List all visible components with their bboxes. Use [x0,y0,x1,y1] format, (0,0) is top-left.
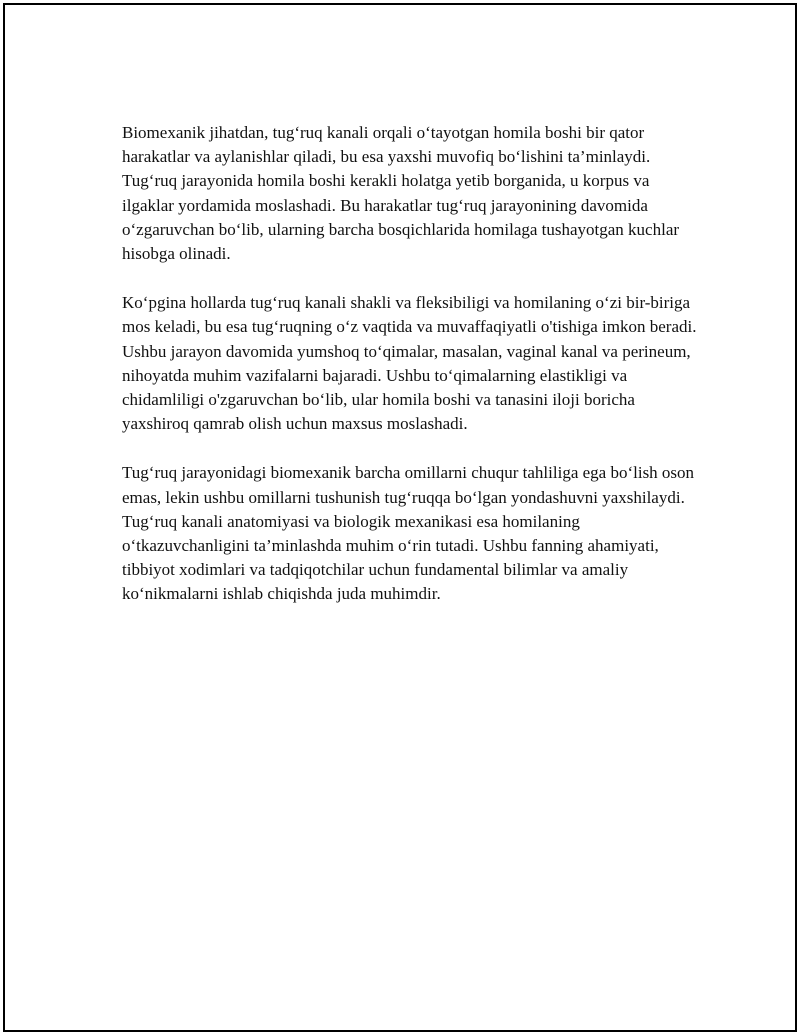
paragraph-1: Biomexanik jihatdan, tug‘ruq kanali orqali o‘tayotgan homila boshi bir qator harakatlar va aylanishlar qiladi, bu esa yaxshi muvofiq bo‘lishini ta’minlaydi. Tug‘ruq jarayonida homila boshi kerakli holatga yetib borganida, u korpus va ilgaklar yordamida moslashadi. Bu harakatlar tug‘ruq jarayonining davomida o‘zgaruvchan bo‘lib, ularning barcha bosqichlarida homilaga tushayotgan kuchlar hisobga olinadi. [122,123,680,264]
paragraph-3: Tug‘ruq jarayonidagi biomexanik barcha omillarni chuqur tahliliga ega bo‘lish oson emas, lekin ushbu omillarni tushunish tug‘ruqqa bo‘lgan yondashuvni yaxshilaydi. Tug‘ruq kanali anatomiyasi va biologik mexanikasi esa homilaning o‘tkazuvchanligini ta’minlashda muhim o‘rin tutadi. Ushbu fanning ahamiyati, tibbiyot xodimlari va tadqiqotchilar uchun fundamental bilimlar va amaliy ko‘nikmalarni ishlab chiqishda juda muhimdir. [122,463,695,604]
document-body [122,121,702,632]
paragraph-2: Ko‘pgina hollarda tug‘ruq kanali shakli va fleksibiligi va homilaning o‘zi bir-biriga mos keladi, bu esa tug‘ruqning o‘z vaqtida va muvaffaqiyatli o'tishiga imkon beradi. Ushbu jarayon davomida yumshoq to‘qimalar, masalan, vaginal kanal va perineum, nihoyatda muhim vazifalarni bajaradi. Ushbu to‘qimalarning elastikligi va chidamliligi o'zgaruvchan bo‘lib, ular homila boshi va tanasini iloji boricha yaxshiroq qamrab olish uchun maxsus moslashadi. [122,293,697,434]
page-frame [3,3,797,1032]
